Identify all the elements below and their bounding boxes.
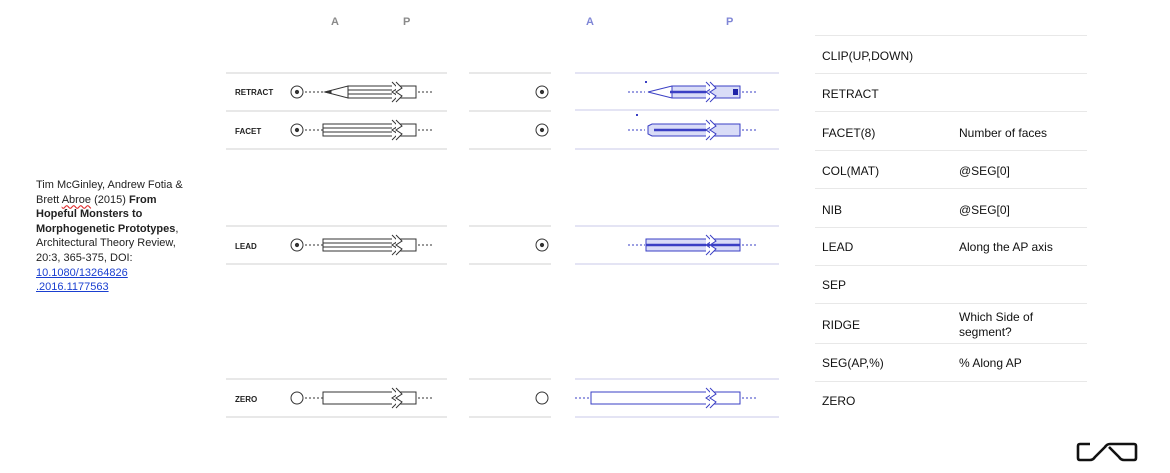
param-desc: Number of faces: [959, 126, 1048, 140]
param-row: [815, 343, 1087, 382]
lead-pencil-blue: [628, 235, 758, 255]
param-name: NIB: [822, 203, 843, 217]
retract-pencil-grey: [291, 82, 434, 102]
param-row: [815, 303, 1087, 344]
param-row: [815, 150, 1087, 189]
param-name: LEAD: [822, 240, 854, 254]
citation-title: From Hopeful Monsters to Morphogenetic Prototypes: [36, 193, 176, 235]
citation-authors: Tim McGinley, Andrew Fotia & Brett Abroe (2015): [36, 179, 183, 206]
param-row: [815, 111, 1087, 151]
param-name: CLIP(UP,DOWN): [822, 49, 914, 63]
doi-line-1: 10.1080/13264826: [36, 266, 128, 279]
param-desc: @SEG[0]: [959, 164, 1010, 178]
row-label-lead: LEAD: [235, 242, 257, 251]
param-row: [815, 188, 1087, 228]
param-row: [815, 381, 1087, 420]
right-axis-p-label: P: [726, 16, 734, 28]
row-label-facet: FACET: [235, 127, 262, 136]
row-label-retract: RETRACT: [235, 88, 274, 97]
param-name: ZERO: [822, 394, 856, 408]
param-row: [815, 265, 1087, 304]
param-name: FACET(8): [822, 126, 876, 140]
param-name: COL(MAT): [822, 164, 880, 178]
param-desc: @SEG[0]: [959, 203, 1010, 217]
facet-pencil-blue: [628, 120, 758, 140]
stray-marks: [636, 81, 647, 116]
param-row: [815, 73, 1087, 112]
retract-pencil-blue: [628, 82, 758, 102]
citation-journal: , Architectural Theory Review, 20:3, 365-375, DOI:: [36, 222, 179, 264]
zero-pencil-blue: [575, 388, 758, 408]
facet-pencil-grey: [291, 120, 434, 140]
param-name: SEP: [822, 278, 847, 292]
left-axis-p-label: P: [403, 16, 411, 28]
param-row: [815, 35, 1087, 74]
param-row: [815, 227, 1087, 266]
param-name: RETRACT: [822, 87, 879, 101]
doi-line-2: .2016.1177563: [36, 281, 109, 294]
row-label-zero: ZERO: [235, 395, 258, 404]
lead-pencil-grey: [291, 235, 434, 255]
param-name: RIDGE: [822, 318, 861, 332]
zero-pencil-grey: [291, 388, 434, 408]
left-axis-a-label: A: [331, 16, 339, 28]
infinity-loop-logo-icon: [1076, 440, 1138, 464]
param-desc: % Along AP: [959, 356, 1022, 370]
spellcheck-word: Abroe: [61, 193, 92, 206]
right-axis-a-label: A: [586, 16, 594, 28]
middle-indicators: [536, 86, 548, 404]
param-desc: Along the AP axis: [959, 240, 1053, 254]
param-name: SEG(AP,%): [822, 356, 884, 370]
param-desc: Which Side of segment?: [959, 310, 1034, 339]
